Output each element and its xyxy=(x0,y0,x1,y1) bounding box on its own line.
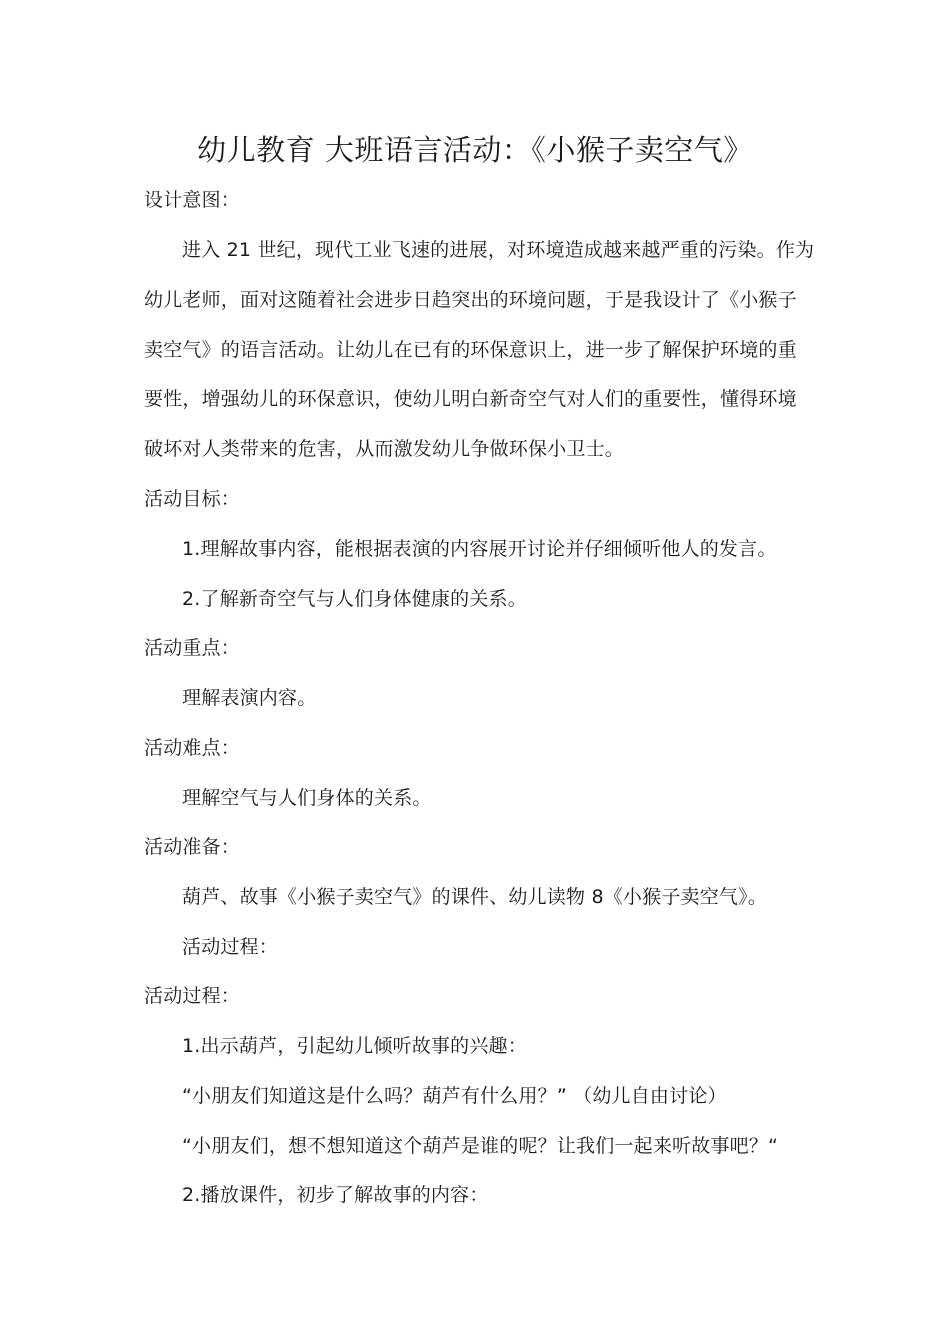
key-point-heading: 活动重点： xyxy=(144,637,241,659)
design-paragraph-line: 卖空气》的语言活动。让幼儿在已有的环保意识上，进一步了解保护环境的重 xyxy=(144,339,797,361)
dialogue-quote: “小朋友们，想不想知道这个葫芦是谁的呢？让我们一起来听故事吧？“ xyxy=(182,1135,779,1157)
difficulty-text: 理解空气与人们身体的关系。 xyxy=(182,787,432,809)
key-point-text: 理解表演内容。 xyxy=(182,687,317,709)
design-heading: 设计意图： xyxy=(144,189,241,211)
design-paragraph-line: 进入 21 世纪，现代工业飞速的进展，对环境造成越来越严重的污染。作为 xyxy=(182,239,815,261)
design-paragraph-line: 要性，增强幼儿的环保意识，使幼儿明白新奇空气对人们的重要性，懂得环境 xyxy=(144,388,797,410)
design-paragraph-line: 幼儿老师，面对这随着社会进步日趋突出的环境问题，于是我设计了《小猴子 xyxy=(144,289,797,311)
process-heading: 活动过程： xyxy=(144,985,241,1007)
process-inline-label: 活动过程： xyxy=(182,936,279,958)
process-step: 2.播放课件，初步了解故事的内容： xyxy=(182,1184,489,1206)
preparation-text: 葫芦、故事《小猴子卖空气》的课件、幼儿读物 8《小猴子卖空气》。 xyxy=(182,886,768,908)
difficulty-heading: 活动难点： xyxy=(144,737,241,759)
dialogue-quote: “小朋友们知道这是什么吗？葫芦有什么用？” （幼儿自由讨论） xyxy=(182,1085,727,1107)
goal-item: 1.理解故事内容，能根据表演的内容展开讨论并仔细倾听他人的发言。 xyxy=(182,538,777,560)
goals-heading: 活动目标： xyxy=(144,488,241,510)
document-title: 幼儿教育 大班语言活动：《小猴子卖空气》 xyxy=(197,133,753,167)
design-paragraph-line: 破坏对人类带来的危害，从而激发幼儿争做环保小卫士。 xyxy=(144,438,625,460)
preparation-heading: 活动准备： xyxy=(144,836,241,858)
process-step: 1.出示葫芦，引起幼儿倾听故事的兴趣： xyxy=(182,1035,527,1057)
goal-item: 2.了解新奇空气与人们身体健康的关系。 xyxy=(182,588,527,610)
